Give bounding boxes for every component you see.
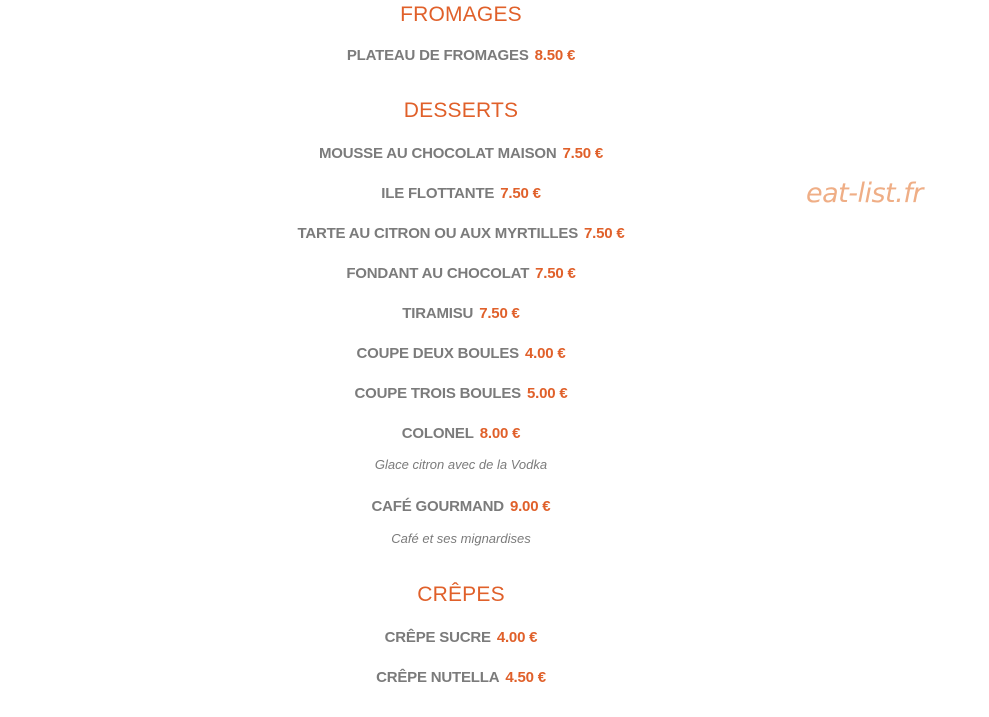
item-name: COUPE TROIS BOULES xyxy=(354,385,521,402)
item-price: 7.50 € xyxy=(584,225,625,242)
item-description: Glace citron avec de la Vodka xyxy=(374,457,548,472)
item-description: Café et ses mignardises xyxy=(391,531,531,546)
item-price: 7.50 € xyxy=(500,185,541,202)
item-name: COLONEL xyxy=(401,425,474,442)
menu-item-plateau-de-fromages xyxy=(0,45,922,67)
menu-item-cafe-gourmand xyxy=(0,496,922,518)
item-price: 5.00 € xyxy=(526,385,568,402)
item-price: 7.50 € xyxy=(535,265,576,282)
item-price: 8.00 € xyxy=(479,425,521,442)
item-name: CRÊPE NUTELLA xyxy=(376,669,500,686)
section-title-desserts: DESSERTS xyxy=(403,99,519,122)
menu-item-ile-flottante xyxy=(0,183,922,205)
item-name: COUPE DEUX BOULES xyxy=(356,345,519,362)
menu-item-fondant-au-chocolat xyxy=(0,263,922,285)
section-title-fromages: FROMAGES xyxy=(400,3,522,26)
menu-item-tarte-au-citron xyxy=(0,223,922,245)
menu-item-crepe-sucre xyxy=(0,627,922,649)
watermark-logo: eat-list.fr xyxy=(806,178,923,209)
item-name: FONDANT AU CHOCOLAT xyxy=(346,265,530,282)
item-name: CAFÉ GOURMAND xyxy=(371,498,504,515)
item-name: MOUSSE AU CHOCOLAT MAISON xyxy=(318,145,557,162)
menu-item-coupe-deux-boules xyxy=(0,343,922,365)
menu-item-mousse-au-chocolat xyxy=(0,143,922,165)
item-name: TIRAMISU xyxy=(402,305,474,322)
item-name: ILE FLOTTANTE xyxy=(381,185,495,202)
menu-item-colonel xyxy=(0,423,922,445)
menu-item-coupe-trois-boules xyxy=(0,383,922,405)
menu-item-tiramisu xyxy=(0,303,922,325)
item-price: 7.50 € xyxy=(562,145,603,162)
item-price: 8.50 € xyxy=(534,47,576,64)
item-name: CRÊPE SUCRE xyxy=(384,629,491,646)
item-price: 9.00 € xyxy=(509,498,551,515)
item-price: 4.00 € xyxy=(524,345,566,362)
item-price: 4.00 € xyxy=(496,629,538,646)
section-title-crepes: CRÊPES xyxy=(417,583,505,606)
menu-item-crepe-nutella xyxy=(0,667,922,689)
item-name: PLATEAU DE FROMAGES xyxy=(346,47,529,64)
item-price: 4.50 € xyxy=(505,669,546,686)
item-name: TARTE AU CITRON OU AUX MYRTILLES xyxy=(297,225,579,242)
item-price: 7.50 € xyxy=(479,305,520,322)
